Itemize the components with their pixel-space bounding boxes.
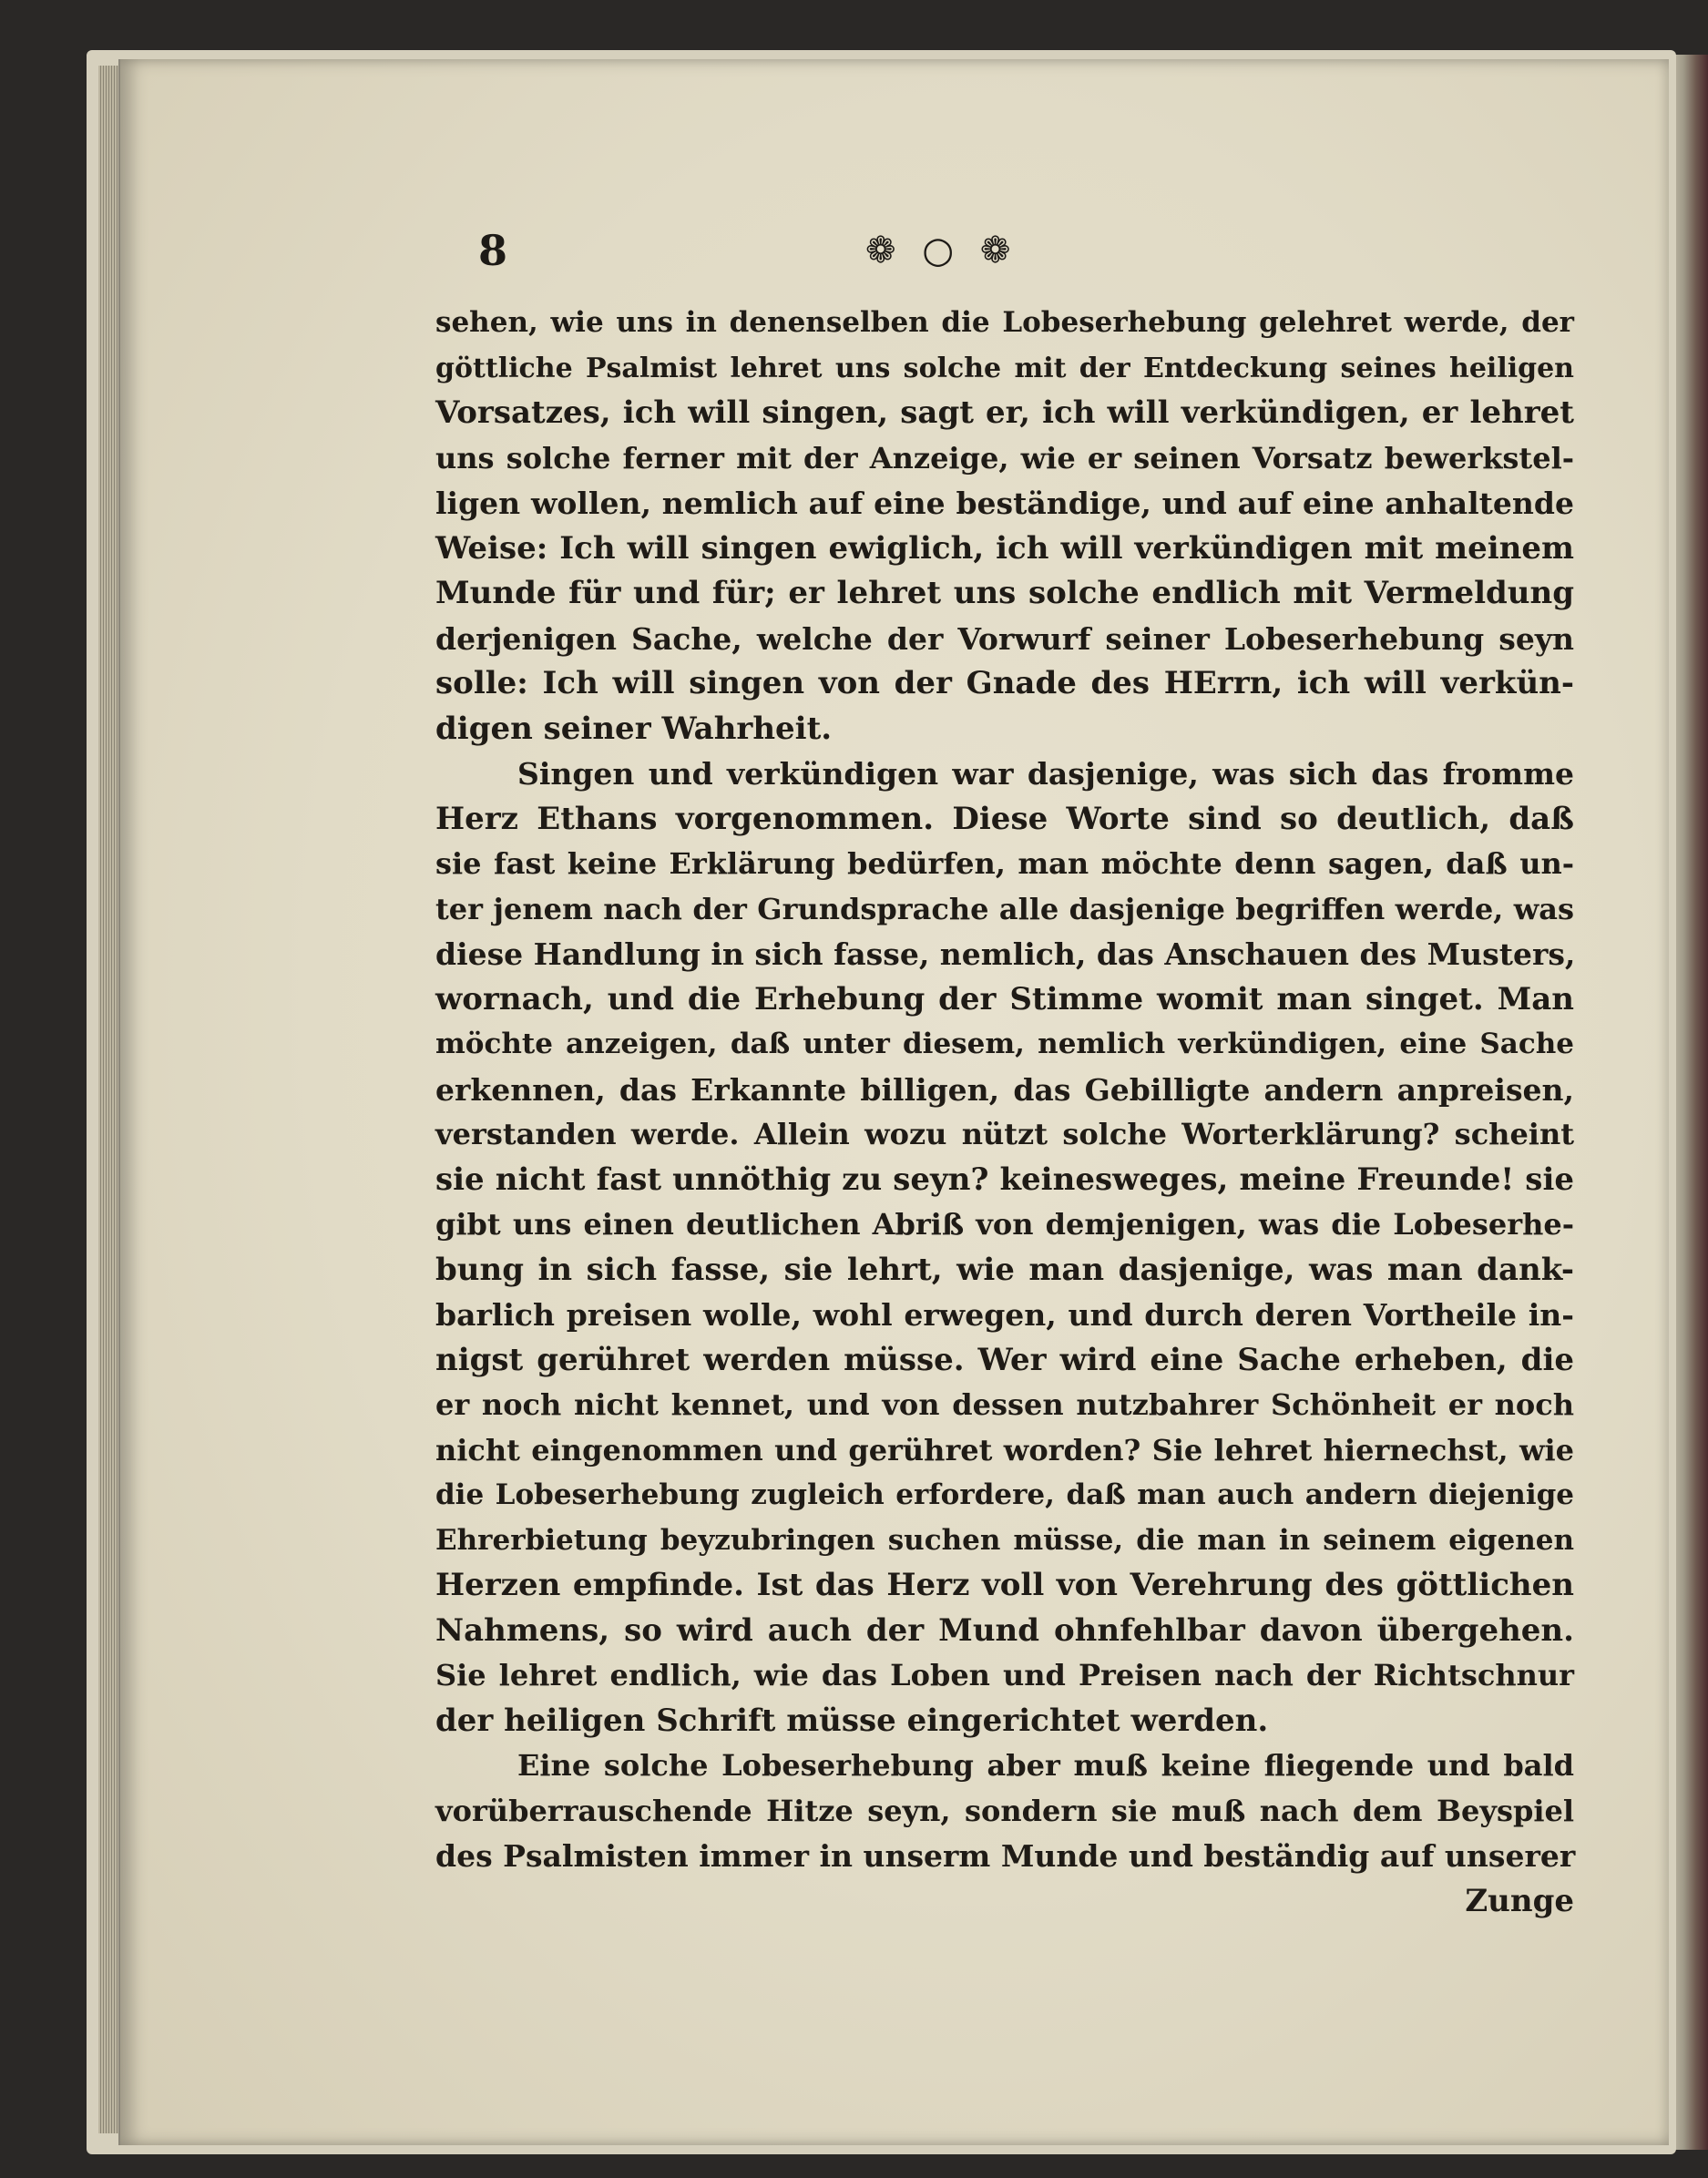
text-line: des Psalmisten immer in unserm Munde und beständig auf unserer <box>435 1838 1576 1874</box>
text-line: Herz Ethans vorgenommen. Diese Worte sind so deutlich, daß <box>435 800 1574 837</box>
text-line: bung in sich fasse, sie lehrt, wie man dasjenige, was man dank- <box>435 1251 1574 1288</box>
text-line: Ehrerbietung beyzubringen suchen müsse, die man in seinem eigenen <box>435 1523 1574 1557</box>
running-header <box>478 226 1612 281</box>
text-line: nicht eingenommen und gerühret worden? Sie lehret hiernechst, wie <box>435 1432 1574 1467</box>
text-line: Vorsatzes, ich will singen, sagt er, ich will verkündigen, er lehret <box>435 394 1574 431</box>
text-line: Herzen empfinde. Ist das Herz voll von Verehrung des göttlichen <box>435 1567 1574 1603</box>
text-line: er noch nicht kennet, und von dessen nutzbahrer Schönheit er noch <box>435 1387 1574 1422</box>
text-line: barlich preisen wolle, wohl erwegen, und durch deren Vortheile in- <box>435 1297 1574 1333</box>
text-line: diese Handlung in sich fasse, nemlich, das Anschauen des Musters, <box>435 936 1576 972</box>
catchword: Zunge <box>1465 1882 1574 1919</box>
body-text <box>435 301 1574 1924</box>
text-line: verstanden werde. Allein wozu nützt solche Worterklärung? scheint <box>435 1117 1574 1151</box>
text-line: der heiligen Schrift müsse eingerichtet werden. <box>435 1702 1269 1739</box>
page-stack-edges <box>98 66 118 2133</box>
text-line: nigst gerühret werden müsse. Wer wird eine Sache erheben, die <box>435 1341 1574 1378</box>
text-line: sie fast keine Erklärung bedürfen, man möchte denn sagen, daß un- <box>435 846 1574 881</box>
text-line: ter jenem nach der Grundsprache alle dasjenige begriffen werde, was <box>435 891 1574 926</box>
text-line: derjenigen Sache, welche der Vorwurf seiner Lobeserhebung seyn <box>435 620 1574 657</box>
text-line: Singen und verkündigen war dasjenige, was sich das fromme <box>517 756 1574 792</box>
text-line: göttliche Psalmist lehret uns solche mit der Entdeckung seines heiligen <box>435 352 1574 384</box>
text-line: solle: Ich will singen von der Gnade des HErrn, ich will verkün- <box>435 665 1574 701</box>
text-line: Munde für und für; er lehret uns solche endlich mit Vermeldung <box>435 575 1574 611</box>
text-line: möchte anzeigen, daß unter diesem, nemlich verkündigen, eine Sache <box>435 1028 1574 1060</box>
text-line: gibt uns einen deutlichen Abriß von demjenigen, was die Lobeserhe- <box>435 1207 1574 1242</box>
text-line: ligen wollen, nemlich auf eine beständige, und auf eine anhaltende <box>435 486 1574 521</box>
text-line: uns solche ferner mit der Anzeige, wie er seinen Vorsatz bewerkstel- <box>435 440 1574 475</box>
text-line: sie nicht fast unnöthig zu seyn? keinesweges, meine Freunde! sie <box>435 1161 1574 1198</box>
text-line: erkennen, das Erkannte billigen, das Gebilligte andern anpreisen, <box>435 1071 1574 1108</box>
text-line: Weise: Ich will singen ewiglich, ich will verkündigen mit meinem <box>435 529 1574 567</box>
text-line: die Lobeserhebung zugleich erfordere, daß man auch andern diejenige <box>435 1478 1574 1511</box>
text-line: Eine solche Lobeserhebung aber muß keine fliegende und bald <box>517 1748 1574 1783</box>
text-line: vorüberrauschende Hitze seyn, sondern sie muß nach dem Beyspiel <box>435 1793 1574 1828</box>
text-line: wornach, und die Erhebung der Stimme womit man singet. Man <box>435 980 1574 1017</box>
text-line: Nahmens, so wird auch der Mund ohnfehlbar davon übergehen. <box>435 1611 1574 1649</box>
text-line: Sie lehret endlich, wie das Loben und Preisen nach der Richtschnur <box>435 1658 1574 1692</box>
text-line: sehen, wie uns in denenselben die Lobeserhebung gelehret werde, der <box>435 306 1574 339</box>
header-ornament: ❁ ○ ❁ <box>865 230 1018 271</box>
page-number: 8 <box>478 226 508 275</box>
text-line: digen seiner Wahrheit. <box>435 710 833 747</box>
